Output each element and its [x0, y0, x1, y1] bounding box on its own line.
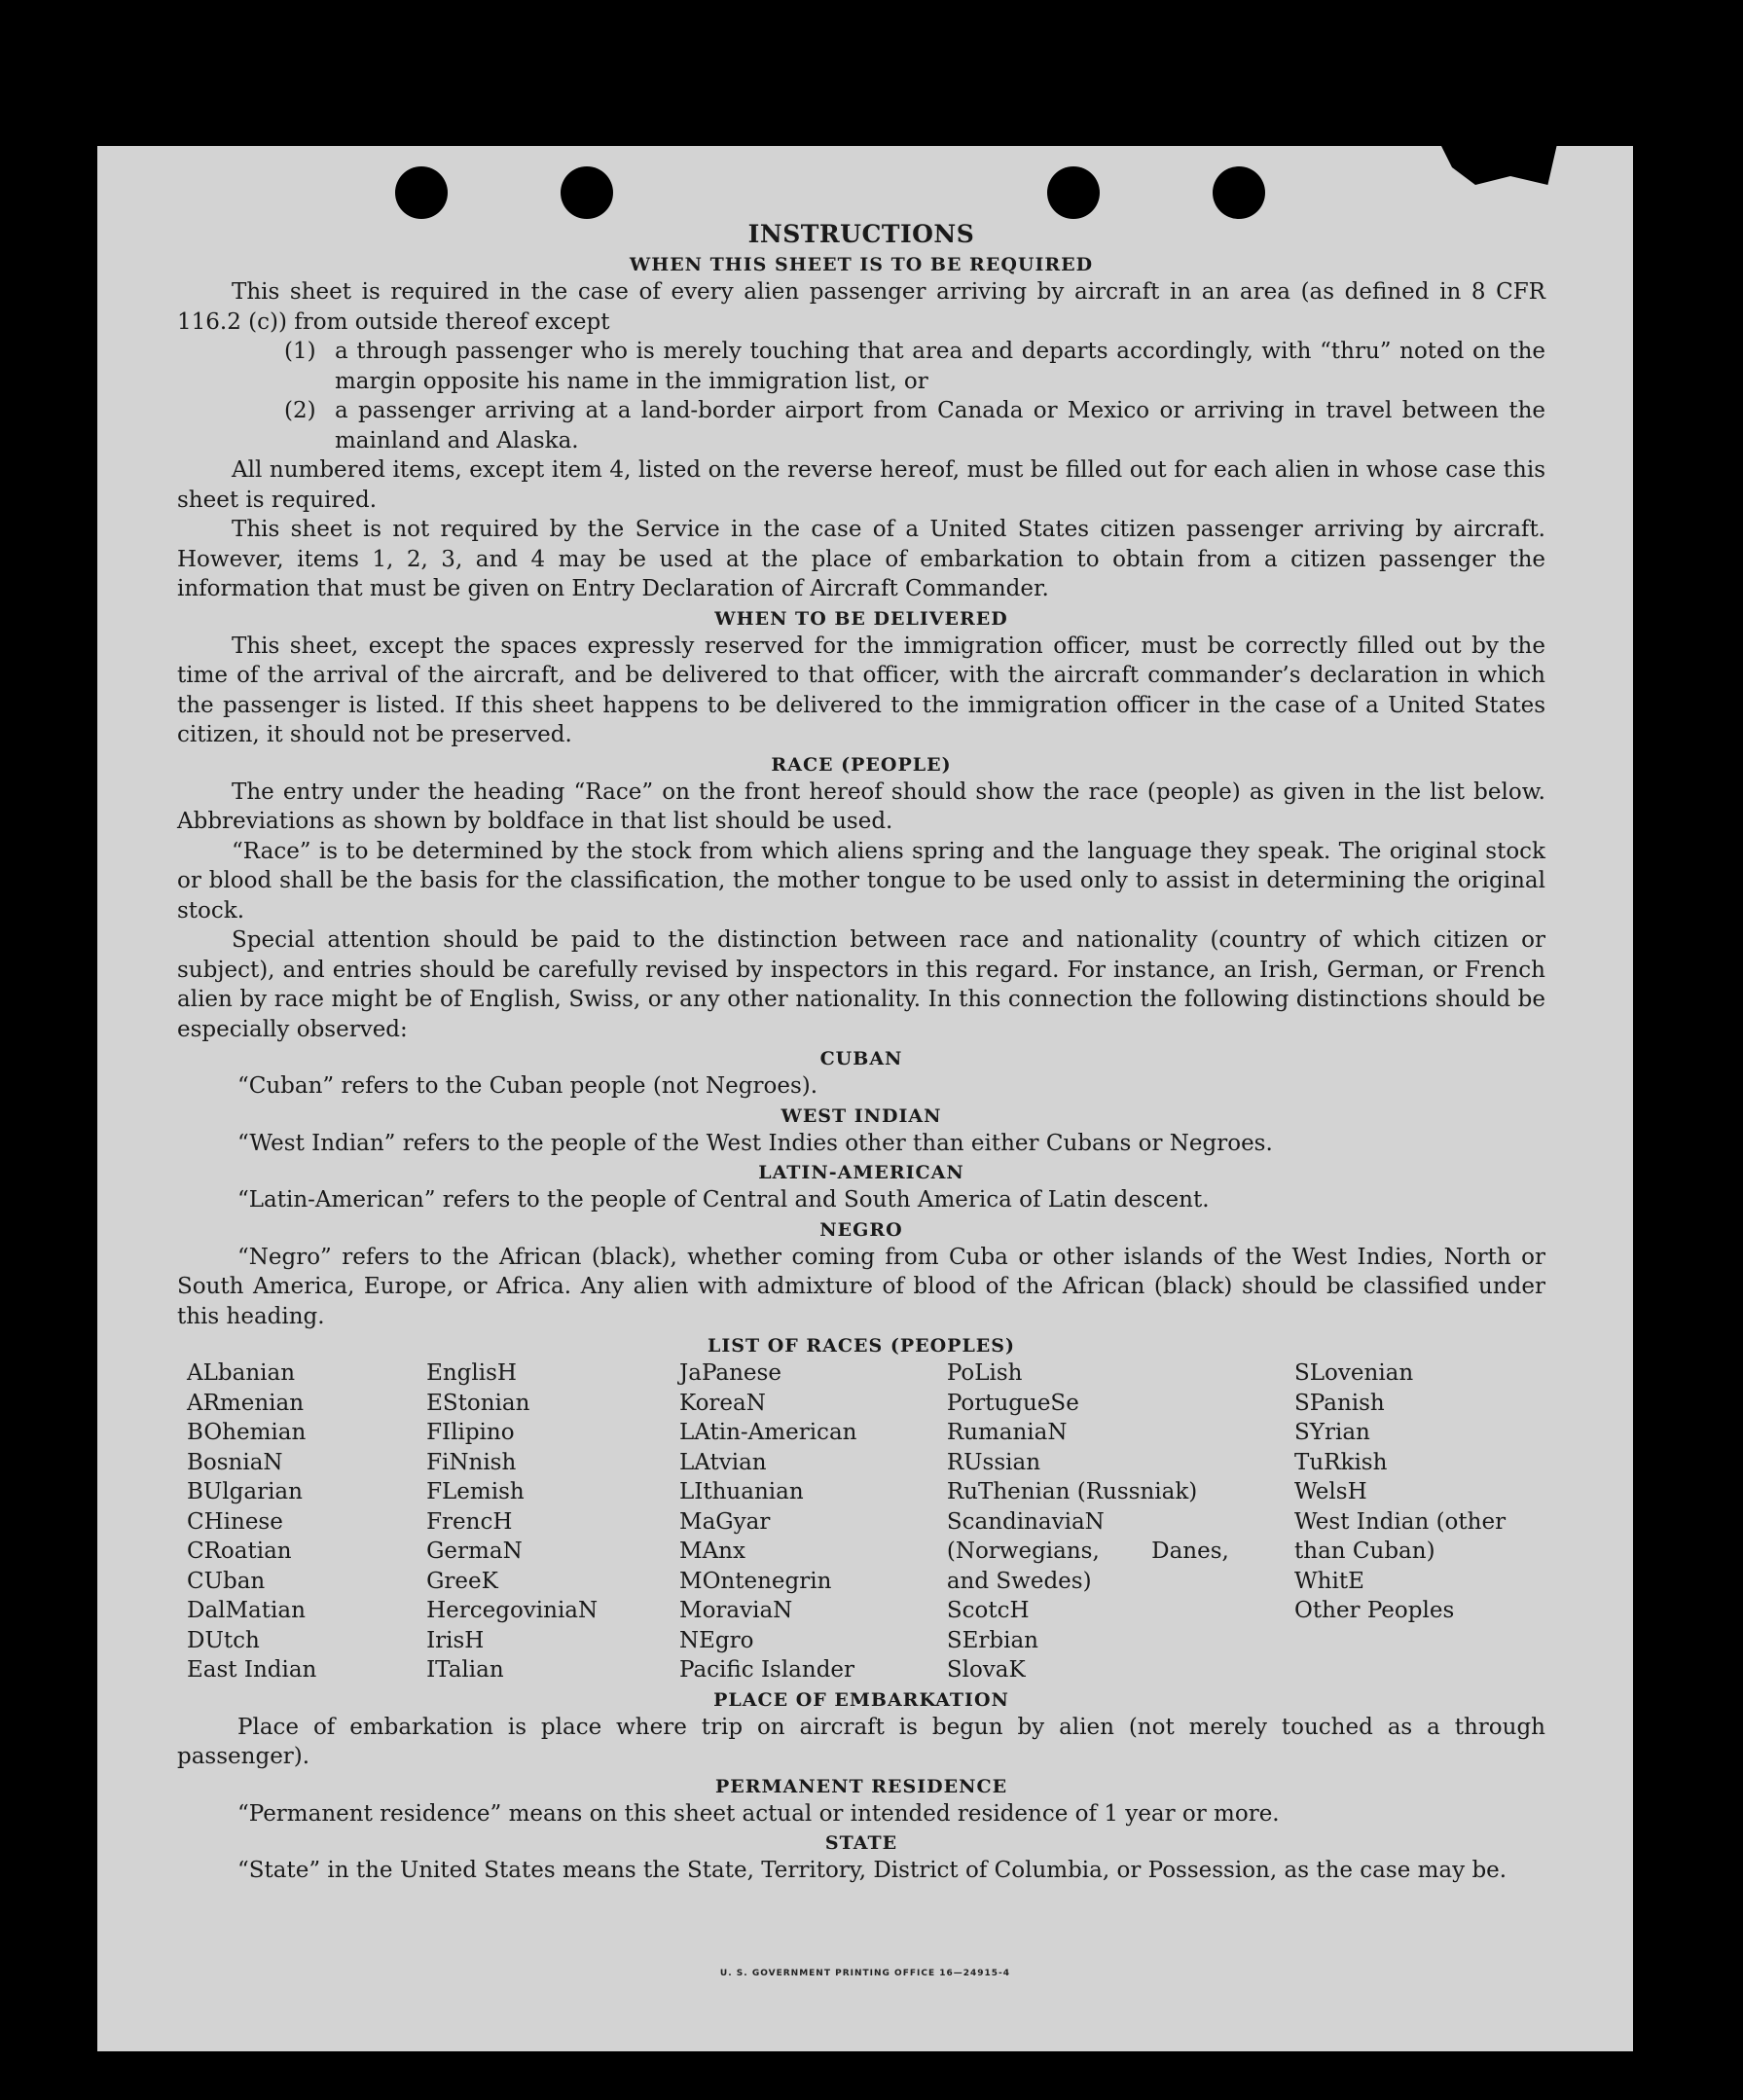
section-heading: WHEN TO BE DELIVERED	[714, 607, 1008, 630]
instruction-sheet	[97, 146, 1633, 2051]
section-heading: CUBAN	[819, 1048, 903, 1069]
paragraph: Place of embarkation is place where trip on aircraft is begun by alien (not merely touched as a through passenger).	[177, 1714, 1545, 1769]
section-heading: PLACE OF EMBARKATION	[713, 1688, 1009, 1711]
torn-corner	[1440, 144, 1557, 202]
paragraph: All numbered items, except item 4, listed on the reverse hereof, must be filled out for each alien in whose case this sheet is required.	[177, 457, 1545, 513]
paragraph: This sheet is not required by the Service in the case of a United States citizen passenger arriving by aircraft. However, items 1, 2, 3, and 4 may be used at the place of embarkation to obtain from a citizen passenger the information that must be given on Entry Declaration of Aircraft Commander.	[177, 517, 1545, 601]
numbered-item	[284, 337, 1545, 396]
race-item: ITalian	[426, 1657, 504, 1683]
race-item: WhitE	[1294, 1568, 1364, 1594]
paragraph: “Negro” refers to the African (black), whether coming from Cuba or other islands of the West Indies, North or South America, Europe, or Africa. Any alien with admixture of blood of the African (black) should be classified under this heading.	[177, 1244, 1545, 1329]
item-number: (1)	[284, 339, 316, 364]
race-item: TuRkish	[1294, 1449, 1388, 1475]
race-item: DUtch	[187, 1627, 260, 1653]
race-item: IrisH	[426, 1627, 485, 1653]
race-item: LAtvian	[679, 1449, 767, 1475]
race-item: GreeK	[426, 1568, 498, 1594]
race-column	[426, 1358, 679, 1685]
race-column	[947, 1358, 1294, 1685]
paragraph: The entry under the heading “Race” on the front hereof should show the race (people) as given in the list below. Abbreviations as shown by boldface in that list should be used.	[177, 778, 1545, 834]
section-heading: NEGRO	[819, 1218, 903, 1241]
item-text: a through passenger who is merely touching that area and departs accordingly, with “thru” noted on the margin opposite his name in the immigration list, or	[335, 339, 1545, 394]
race-column	[187, 1358, 426, 1685]
race-item: EnglisH	[426, 1360, 517, 1386]
race-item: SLovenian	[1294, 1360, 1414, 1386]
punch-hole	[1213, 166, 1265, 219]
race-item: LIthuanian	[679, 1479, 804, 1504]
paragraph: “Permanent residence” means on this sheet actual or intended residence of 1 year or more.	[237, 1800, 1280, 1827]
race-column	[1294, 1358, 1545, 1685]
race-item: FrencH	[426, 1508, 513, 1535]
printer-imprint: U. S. GOVERNMENT PRINTING OFFICE 16—24915-4	[719, 1969, 1011, 1978]
race-item: MoraviaN	[679, 1598, 793, 1623]
section-heading: WHEN THIS SHEET IS TO BE REQUIRED	[629, 254, 1094, 275]
paragraph: Special attention should be paid to the distinction between race and nationality (country of which citizen or subject), and entries should be carefully revised by inspectors in this regard. For instance, an Irish, German, or French alien by race might be of English, Swiss, or any other nationality. In this connection the following distinctions should be especially observed:	[177, 927, 1545, 1042]
paragraph: “State” in the United States means the State, Territory, District of Columbia, or Possession, as the case may be.	[237, 1858, 1507, 1883]
race-item: West Indian (other than Cuban)	[1294, 1508, 1507, 1564]
race-item: FiNnish	[426, 1449, 517, 1475]
race-item: NEgro	[679, 1627, 754, 1653]
item-number: (2)	[284, 398, 316, 423]
race-item: ScandinaviaN (Norwegians, Danes, and Swedes)	[946, 1508, 1229, 1594]
section-heading: STATE	[824, 1832, 898, 1854]
race-item: CRoatian	[187, 1539, 292, 1564]
race-item: JaPanese	[679, 1360, 781, 1386]
race-item: GermaN	[426, 1539, 523, 1564]
race-item: ARmenian	[187, 1390, 305, 1416]
race-item: BosniaN	[187, 1449, 283, 1475]
race-item: CHinese	[187, 1508, 283, 1535]
race-item: RUssian	[946, 1449, 1041, 1475]
race-item: WelsH	[1294, 1479, 1367, 1504]
section-heading: RACE (PEOPLE)	[771, 753, 952, 776]
race-item: MaGyar	[679, 1508, 771, 1535]
race-item: HercegoviniaN	[426, 1598, 599, 1623]
race-item: ALbanian	[187, 1360, 296, 1386]
paragraph: “Cuban” refers to the Cuban people (not Negroes).	[237, 1073, 818, 1099]
paragraph: “West Indian” refers to the people of the West Indies other than either Cubans or Negroes.	[237, 1130, 1273, 1156]
race-item: East Indian	[187, 1657, 317, 1683]
race-item: SPanish	[1294, 1390, 1385, 1416]
race-item: FIlipino	[426, 1420, 515, 1445]
race-item: Other Peoples	[1294, 1598, 1455, 1623]
race-item: PoLish	[946, 1360, 1023, 1386]
race-item: BUlgarian	[187, 1479, 303, 1504]
race-column	[679, 1358, 947, 1685]
page-title: INSTRUCTIONS	[747, 220, 975, 248]
race-item: EStonian	[426, 1390, 530, 1416]
race-item: RumaniaN	[946, 1420, 1068, 1445]
race-item: SYrian	[1294, 1420, 1370, 1445]
section-heading: LATIN-AMERICAN	[758, 1162, 964, 1183]
section-heading: PERMANENT RESIDENCE	[714, 1775, 1008, 1797]
race-item: FLemish	[426, 1479, 525, 1504]
punch-hole	[395, 166, 448, 219]
race-item: CUban	[187, 1568, 266, 1594]
race-item: RuThenian (Russniak)	[946, 1479, 1198, 1504]
paragraph: “Latin-American” refers to the people of Central and South America of Latin descent.	[237, 1187, 1210, 1213]
item-text: a passenger arriving at a land-border airport from Canada or Mexico or arriving in travel between the mainland and Alaska.	[335, 398, 1545, 453]
race-item: BOhemian	[187, 1420, 307, 1445]
section-heading: WEST INDIAN	[781, 1104, 942, 1127]
race-item: SErbian	[946, 1627, 1038, 1653]
paragraph: “Race” is to be determined by the stock from which aliens spring and the language they speak. The original stock or blood shall be the basis for the classification, the mother tongue to be used only to assist in determining the original stock.	[177, 838, 1545, 923]
punch-hole	[1047, 166, 1100, 219]
race-item: MOntenegrin	[679, 1568, 832, 1594]
race-item: Pacific Islander	[679, 1657, 855, 1683]
paragraph: This sheet, except the spaces expressly reserved for the immigration officer, must be correctly filled out by the time of the arrival of the aircraft, and be delivered to that officer, with the aircraft commander’s declaration in which the passenger is listed. If this sheet happens to be delivered to the immigration officer in the case of a United States citizen, it should not be preserved.	[177, 633, 1545, 747]
race-item: SlovaK	[946, 1657, 1026, 1683]
race-item: PortugueSe	[946, 1390, 1079, 1416]
race-item: DalMatian	[187, 1598, 306, 1623]
race-item: MAnx	[679, 1539, 745, 1564]
punch-hole	[561, 166, 613, 219]
paragraph: This sheet is required in the case of every alien passenger arriving by aircraft in an area (as defined in 8 CFR 116.2 (c)) from outside thereof except	[177, 279, 1545, 335]
section-heading: LIST OF RACES (PEOPLES)	[708, 1335, 1015, 1357]
numbered-item	[284, 396, 1545, 455]
race-item: LAtin-American	[679, 1420, 857, 1445]
race-item: KoreaN	[679, 1390, 766, 1416]
race-item: ScotcH	[946, 1598, 1030, 1623]
race-list	[187, 1358, 1545, 1685]
